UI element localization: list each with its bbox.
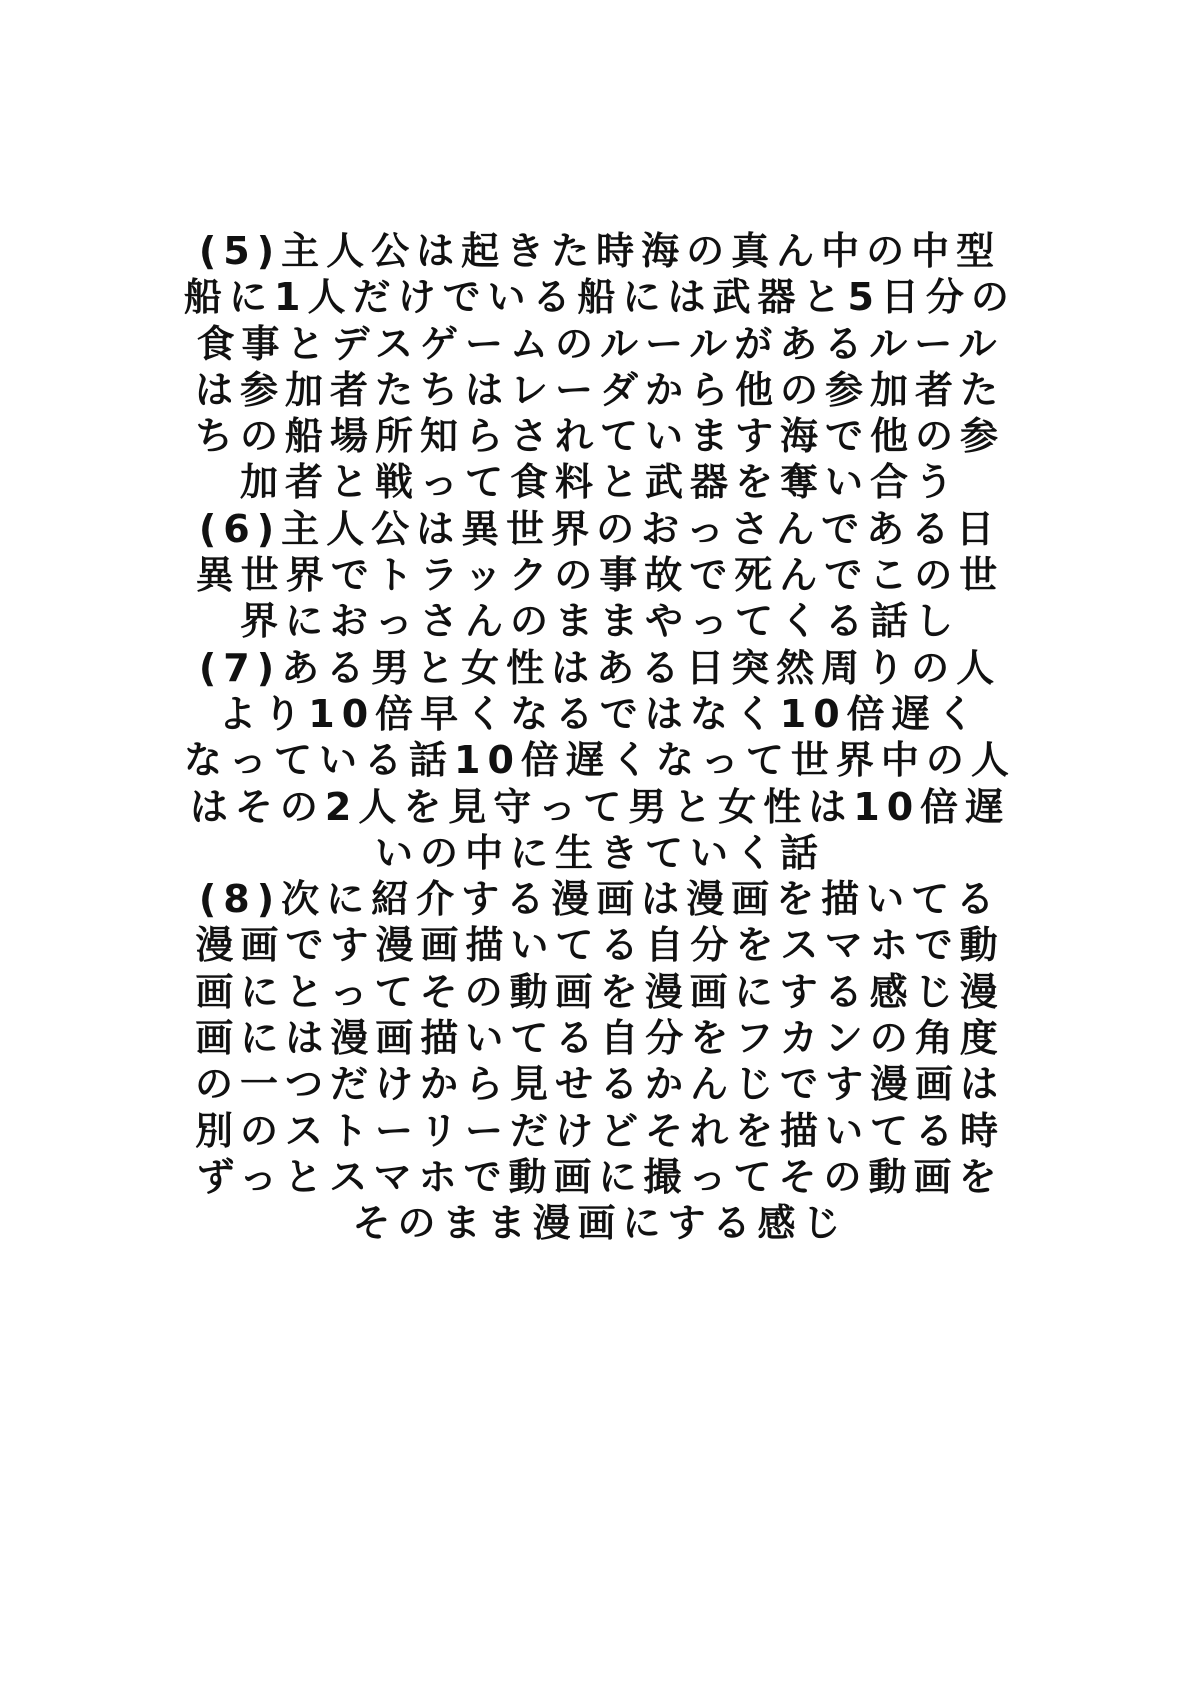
text-line: (5)主人公は起きた時海の真ん中の中型	[198, 229, 1002, 273]
text-line: (8)次に紹介する漫画は漫画を描いてる	[198, 877, 1002, 922]
text-line: 異世界でトラックの事故で死んでこの世	[195, 553, 1005, 598]
story-ideas-text	[150, 228, 1050, 1247]
text-line: 船に1人だけでいる船には武器と5日分の	[184, 275, 1016, 320]
text-line: いの中に生きていく話	[374, 830, 825, 875]
text-line: 別のストーリーだけどそれを描いてる時	[194, 1108, 1005, 1153]
text-line: ちの船場所知らされています海で他の参	[194, 414, 1005, 459]
text-line: 画にとってその動画を漫画にする感じ漫	[195, 969, 1005, 1014]
text-line: 画には漫画描いてる自分をフカンの角度	[195, 1016, 1005, 1061]
text-line: そのまま漫画にする感じ	[352, 1201, 848, 1246]
text-line: (7)ある男と女性はある日突然周りの人	[198, 645, 1002, 690]
text-line: 加者と戦って食料と武器を奪い合う	[239, 460, 960, 505]
text-line: は参加者たちはレーダから他の参加者た	[194, 367, 1005, 412]
text-line: 界におっさんのままやってくる話し	[239, 599, 960, 644]
text-line: ずっとスマホで動画に撮ってその動画を	[196, 1154, 1004, 1199]
text-line: (6)主人公は異世界のおっさんである日	[198, 506, 1002, 551]
text-line: なっている話10倍遅くなって世界中の人	[184, 738, 1016, 783]
text-line: 漫画です漫画描いてる自分をスマホで動	[195, 923, 1005, 968]
text-line: の一つだけから見せるかんじです漫画は	[194, 1062, 1005, 1107]
text-line: はその2人を見守って男と女性は10倍遅	[189, 784, 1011, 829]
text-line: 食事とデスゲームのルールがあるルール	[196, 321, 1004, 366]
text-line: より10倍早くなるではなく10倍遅く	[218, 691, 982, 736]
